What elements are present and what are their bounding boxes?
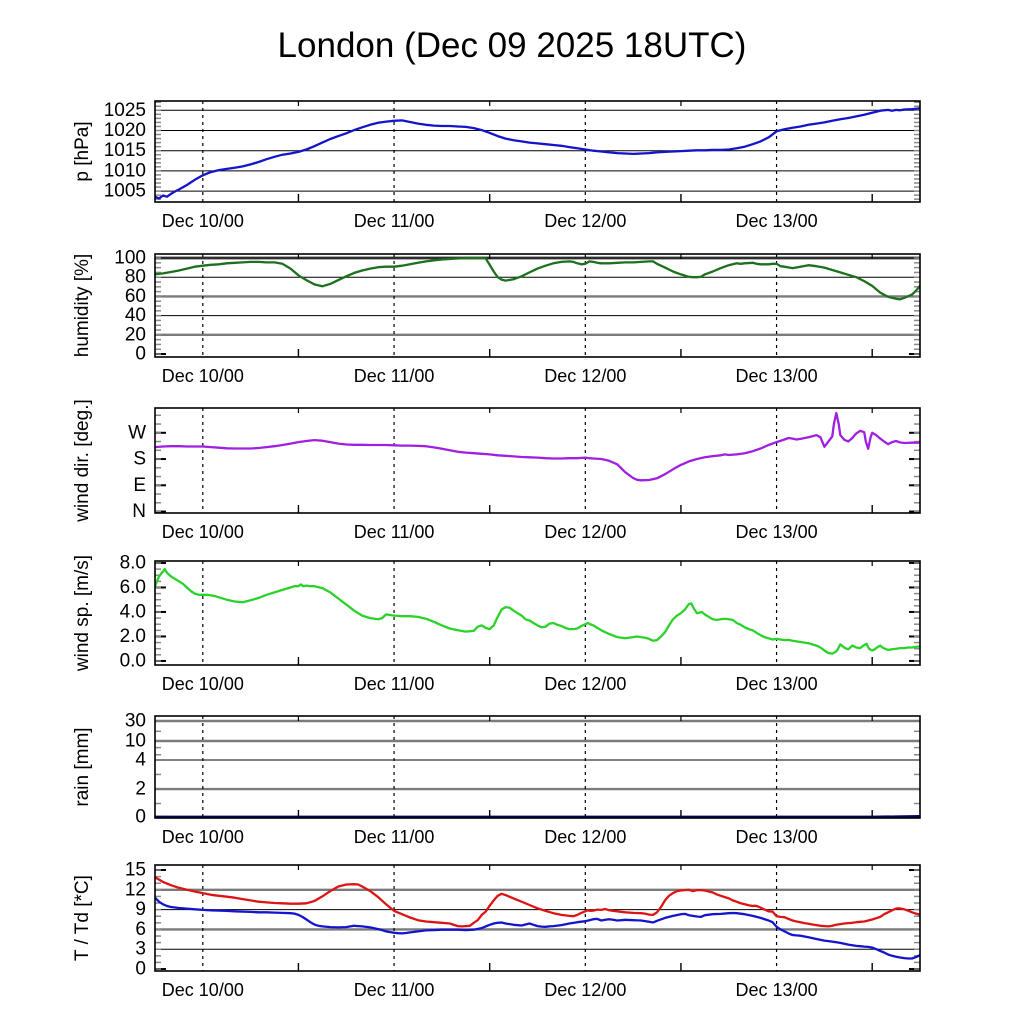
xtick-label: Dec 11/00 — [353, 827, 435, 847]
series-temperature-T — [155, 877, 920, 926]
ytick-label-windsp: 0.0 — [119, 650, 146, 672]
ytick-label-winddir: N — [132, 501, 146, 523]
panel-pressure — [72, 100, 920, 231]
xtick-label: Dec 13/00 — [735, 827, 818, 847]
xtick-label: Dec 11/00 — [353, 211, 435, 231]
xtick-label: Dec 13/00 — [735, 522, 818, 542]
ylabel-temp: T / Td [*C] — [72, 875, 93, 961]
xtick-label: Dec 12/00 — [544, 827, 627, 847]
ylabel-windsp: wind sp. [m/s] — [72, 554, 93, 672]
xtick-label: Dec 11/00 — [353, 674, 435, 694]
xtick-label: Dec 10/00 — [161, 211, 244, 231]
xtick-label: Dec 12/00 — [544, 211, 627, 231]
ytick-label-temp: 3 — [135, 938, 146, 960]
series-humidity — [155, 258, 920, 299]
ylabel-rain: rain [mm] — [72, 727, 93, 807]
ylabel-pressure: p [hPa] — [72, 121, 93, 182]
xtick-label: Dec 10/00 — [161, 522, 244, 542]
xtick-label: Dec 12/00 — [544, 522, 627, 542]
xtick-label: Dec 10/00 — [161, 980, 244, 1000]
ytick-label-humidity: 40 — [124, 305, 146, 327]
panel-rain — [72, 710, 920, 847]
ytick-label-temp: 12 — [124, 879, 146, 901]
ytick-label-humidity: 80 — [124, 266, 146, 288]
ytick-label-temp: 6 — [135, 918, 146, 940]
ytick-label-rain: 0 — [135, 806, 146, 828]
ytick-label-windsp: 8.0 — [119, 552, 146, 574]
xtick-label: Dec 12/00 — [544, 674, 627, 694]
ytick-label-rain: 10 — [124, 730, 146, 752]
xtick-label: Dec 10/00 — [161, 366, 244, 386]
xtick-label: Dec 10/00 — [161, 674, 244, 694]
panel-temp — [72, 860, 920, 1000]
ytick-label-rain: 4 — [135, 749, 146, 771]
ytick-label-pressure: 1005 — [103, 180, 146, 202]
ylabel-humidity: humidity [%] — [72, 253, 93, 358]
ylabel-winddir: wind dir. [deg.] — [72, 399, 93, 522]
series-rain — [155, 816, 920, 817]
panel-winddir — [72, 399, 920, 542]
ytick-label-temp: 0 — [135, 958, 146, 980]
ytick-label-pressure: 1015 — [103, 140, 146, 162]
ytick-label-pressure: 1020 — [103, 119, 146, 141]
ytick-label-windsp: 6.0 — [119, 576, 146, 598]
xtick-label: Dec 11/00 — [353, 980, 435, 1000]
ytick-label-humidity: 20 — [124, 324, 146, 346]
xtick-label: Dec 11/00 — [353, 366, 435, 386]
series-wind-direction — [155, 413, 920, 480]
xtick-label: Dec 12/00 — [544, 980, 627, 1000]
panel-border-rain — [155, 716, 920, 818]
ytick-label-winddir: W — [128, 422, 146, 444]
xtick-label: Dec 13/00 — [735, 211, 818, 231]
ytick-label-humidity: 0 — [135, 343, 146, 365]
xtick-label: Dec 12/00 — [544, 366, 627, 386]
xtick-label: Dec 11/00 — [353, 522, 435, 542]
series-pressure — [155, 108, 920, 198]
ytick-label-temp: 15 — [124, 859, 146, 881]
panel-border-windsp — [155, 561, 920, 665]
ytick-label-rain: 2 — [135, 778, 146, 800]
chart-title: London (Dec 09 2025 18UTC) — [277, 26, 747, 65]
ytick-label-windsp: 2.0 — [119, 625, 146, 647]
ytick-label-humidity: 100 — [114, 247, 146, 269]
ytick-label-temp: 9 — [135, 899, 146, 921]
ytick-label-winddir: E — [133, 474, 146, 496]
xtick-label: Dec 13/00 — [735, 366, 818, 386]
ytick-label-winddir: S — [133, 448, 146, 470]
panel-border-winddir — [155, 408, 920, 513]
xtick-label: Dec 10/00 — [161, 827, 244, 847]
panel-border-pressure — [155, 101, 920, 202]
ytick-label-windsp: 4.0 — [119, 601, 146, 623]
ytick-label-pressure: 1025 — [103, 99, 146, 121]
xtick-label: Dec 13/00 — [735, 674, 818, 694]
ytick-label-rain: 30 — [124, 710, 146, 732]
panel-border-temp — [155, 865, 920, 971]
panel-humidity — [72, 248, 920, 386]
ytick-label-humidity: 60 — [124, 285, 146, 307]
ytick-label-pressure: 1010 — [103, 160, 146, 182]
panel-windsp — [72, 552, 920, 694]
series-wind-speed — [155, 569, 920, 654]
xtick-label: Dec 13/00 — [735, 980, 818, 1000]
